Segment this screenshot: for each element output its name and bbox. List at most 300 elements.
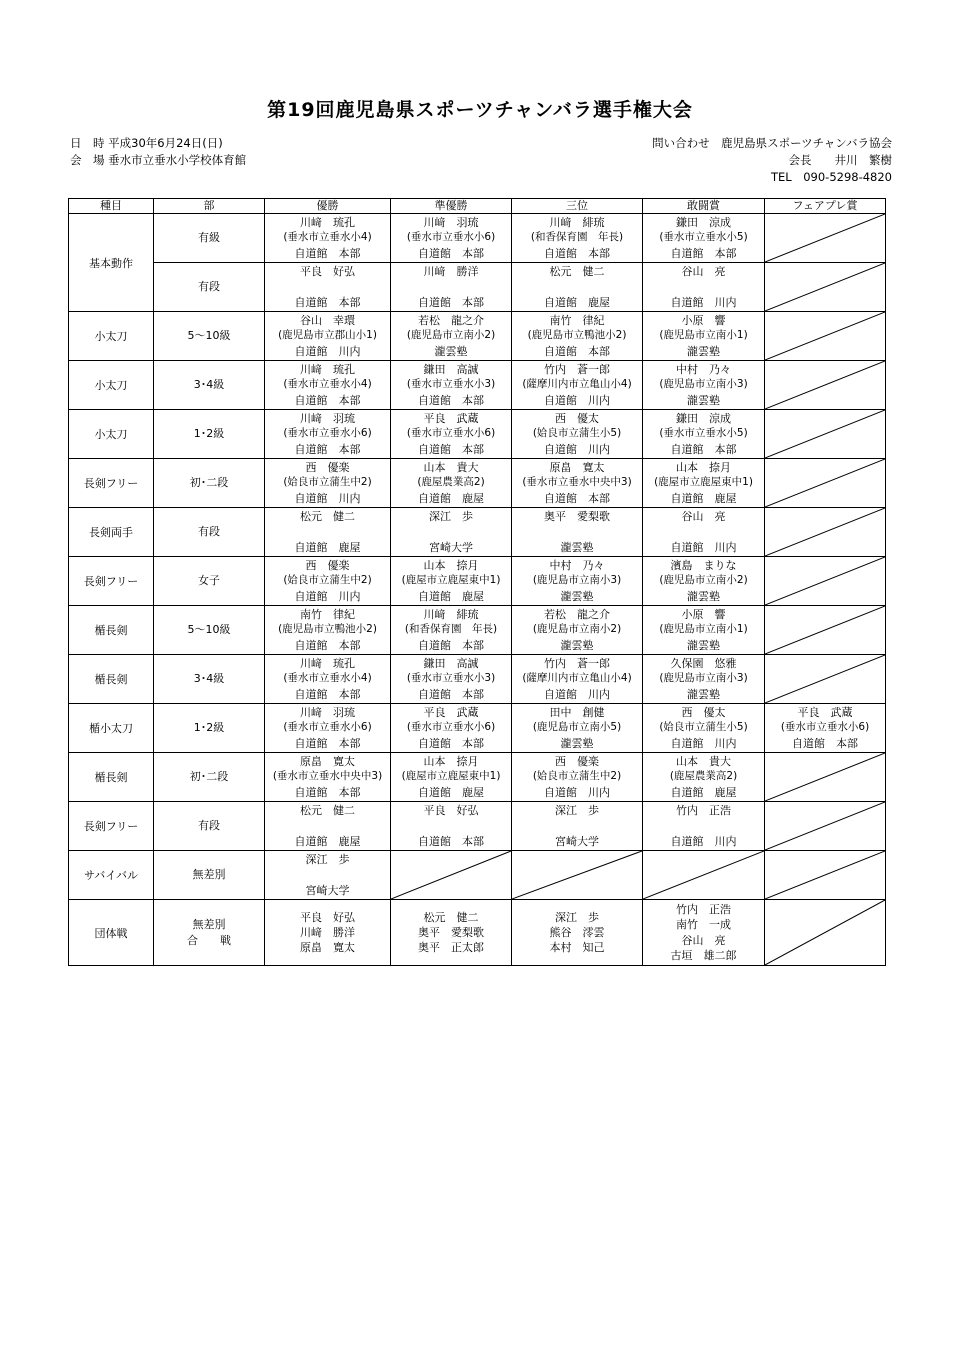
winner-affiliation: (鹿児島市立南小2) <box>659 574 748 587</box>
award-cell <box>512 263 643 312</box>
winner-name: 山本 貴大 <box>423 461 479 475</box>
winner-name: 川﨑 羽琉 <box>300 706 355 720</box>
winner-club: 瀧雲塾 <box>687 687 720 701</box>
award-cell <box>391 900 512 966</box>
winner-affiliation: (和香保育園 年長) <box>404 623 498 636</box>
event-cell: 楯長剣 <box>69 655 154 704</box>
table-row <box>69 263 886 312</box>
award-cell <box>643 900 765 966</box>
winner-name: 山本 捺月 <box>676 461 731 475</box>
winner-name: 平良 好弘 <box>300 910 355 924</box>
winner-name: 西 優楽 <box>305 461 350 475</box>
winner-name: 山本 捺月 <box>423 559 479 573</box>
event-cell: サバイバル <box>69 851 154 900</box>
award-cell <box>643 704 765 753</box>
winner-club: 瀧雲塾 <box>687 589 720 603</box>
winner-name: 平良 武蔵 <box>797 706 853 720</box>
table-row <box>69 900 886 966</box>
contact-president: 会長 井川 繁樹 <box>788 153 892 167</box>
empty-award-cell <box>765 557 886 606</box>
winner-name: 竹内 蒼一郎 <box>544 657 610 671</box>
winner-name: 西 優楽 <box>305 559 350 573</box>
winner-affiliation: (鹿児島市立鴨池小2) <box>527 329 627 342</box>
award-cell <box>391 753 512 802</box>
award-cell <box>765 704 886 753</box>
winner-club <box>643 524 764 539</box>
winner-affiliation: (鹿屋市立鹿屋東中1) <box>654 476 753 489</box>
diagonal-line <box>765 263 885 311</box>
winner-affiliation: (姶良市立蒲生中2) <box>283 476 372 489</box>
diagonal-line <box>765 508 885 556</box>
award-cell <box>265 263 391 312</box>
award-cell <box>265 704 391 753</box>
diagonal-line <box>643 851 764 899</box>
winner-club: 谷山 亮 <box>681 933 726 947</box>
winner-club <box>391 524 511 539</box>
winner-club: 自道館 本部 <box>670 442 737 456</box>
division-cell <box>154 606 265 655</box>
empty-award-cell <box>643 851 765 900</box>
division-cell <box>154 900 265 966</box>
winner-affiliation: (鹿児島市立南小3) <box>659 378 748 391</box>
winner-club: 自道館 川内 <box>544 785 610 799</box>
award-cell <box>391 704 512 753</box>
winner-affiliation: (垂水市立垂水小4) <box>283 231 372 244</box>
winner-affiliation: (鹿児島市立南小2) <box>532 623 622 636</box>
winner-affiliation: (垂水市立垂水小4) <box>283 378 372 391</box>
winner-club: 自道館 本部 <box>418 295 484 309</box>
award-cell <box>512 557 643 606</box>
winner-club: 古垣 雄二郎 <box>670 948 737 962</box>
winner-name: 谷山 幸環 <box>300 314 355 328</box>
award-cell <box>265 410 391 459</box>
winner-affiliation: (鹿屋市立鹿屋東中1) <box>401 770 501 783</box>
winner-club <box>391 279 511 294</box>
winner-club: 自道館 鹿屋 <box>670 785 737 799</box>
event-cell: 団体戦 <box>69 900 154 966</box>
diagonal-line <box>512 851 642 899</box>
winner-club: 自道館 本部 <box>294 785 361 799</box>
winner-club <box>512 818 642 833</box>
diagonal-line <box>765 557 885 605</box>
award-cell <box>643 655 765 704</box>
winner-name: 平良 武蔵 <box>423 706 479 720</box>
winner-club <box>265 279 390 294</box>
winner-affiliation: (鹿児島市立南小1) <box>659 329 748 342</box>
diagonal-line <box>765 802 885 850</box>
award-cell <box>265 655 391 704</box>
winner-name: 竹内 正浩 <box>676 804 731 818</box>
winner-affiliation: (鹿児島市立鴨池小2) <box>278 623 377 636</box>
winner-affiliation: (垂水市立垂水小3) <box>406 672 496 685</box>
winner-club: 自道館 本部 <box>418 393 484 407</box>
event-info <box>70 135 246 169</box>
division-cell <box>154 312 265 361</box>
winner-club: 自道館 鹿屋 <box>418 785 484 799</box>
award-cell <box>643 263 765 312</box>
diagonal-line <box>765 214 885 262</box>
award-cell <box>391 361 512 410</box>
award-cell <box>265 214 391 263</box>
award-cell <box>512 655 643 704</box>
winner-club: 自道館 川内 <box>670 834 737 848</box>
diagonal-line <box>765 655 885 703</box>
winner-club: 瀧雲塾 <box>560 638 594 652</box>
contact-info <box>652 135 892 186</box>
winner-name: 川﨑 琉孔 <box>300 216 355 230</box>
division-label: 合 戦 <box>187 933 231 947</box>
award-cell <box>391 214 512 263</box>
winner-club: 自道館 本部 <box>294 687 361 701</box>
winner-club: 宮崎大学 <box>555 834 599 848</box>
division-label: 有段 <box>198 525 220 539</box>
winner-name: 山本 捺月 <box>423 755 479 769</box>
winner-name: 鎌田 高誠 <box>423 657 479 671</box>
winner-name: 田中 創健 <box>549 706 605 720</box>
event-cell: 長剣フリー <box>69 459 154 508</box>
winner-club: 自道館 川内 <box>544 687 610 701</box>
division-cell <box>154 508 265 557</box>
event-cell: 基本動作 <box>69 214 154 312</box>
empty-award-cell <box>765 410 886 459</box>
winner-name: 南竹 律紀 <box>549 314 605 328</box>
winner-club <box>512 524 642 539</box>
award-cell <box>512 312 643 361</box>
column-header: 部 <box>154 199 265 214</box>
table-row <box>69 851 886 900</box>
column-header: 優勝 <box>265 199 391 214</box>
table-row <box>69 361 886 410</box>
winner-club: 自道館 川内 <box>544 442 610 456</box>
winner-name: 久保園 悠雅 <box>670 657 737 671</box>
event-cell: 小太刀 <box>69 312 154 361</box>
award-cell <box>512 900 643 966</box>
table-row <box>69 704 886 753</box>
empty-award-cell <box>765 312 886 361</box>
division-label: 無差別 <box>192 868 226 882</box>
event-cell: 小太刀 <box>69 410 154 459</box>
winner-name: 谷山 亮 <box>681 265 726 279</box>
empty-award-cell <box>765 802 886 851</box>
empty-award-cell <box>765 900 886 966</box>
diagonal-line <box>765 361 885 409</box>
results-body <box>69 214 886 966</box>
winner-affiliation: (姶良市立蒲生小5) <box>532 427 622 440</box>
winner-affiliation: (薩摩川内市立亀山小4) <box>522 378 632 391</box>
winner-affiliation: (垂水市立垂水小6) <box>406 721 496 734</box>
award-cell <box>512 802 643 851</box>
division-label: 初･二段 <box>189 770 229 784</box>
winner-name: 谷山 亮 <box>681 510 726 524</box>
diagonal-line <box>765 851 885 899</box>
table-row <box>69 508 886 557</box>
winner-affiliation: (姶良市立蒲生中2) <box>283 574 372 587</box>
event-cell: 小太刀 <box>69 361 154 410</box>
winner-club: 自道館 本部 <box>418 687 484 701</box>
winner-name: 小原 響 <box>681 608 726 622</box>
winner-name: 鎌田 高誠 <box>423 363 479 377</box>
winner-club <box>265 867 390 882</box>
winner-club: 自道館 鹿屋 <box>418 491 484 505</box>
division-cell <box>154 851 265 900</box>
winner-club: 自道館 川内 <box>544 393 610 407</box>
winner-club: 自道館 川内 <box>670 736 737 750</box>
award-cell <box>265 459 391 508</box>
event-cell: 長剣フリー <box>69 802 154 851</box>
award-cell <box>643 753 765 802</box>
header-row <box>69 199 886 214</box>
event-cell: 楯小太刀 <box>69 704 154 753</box>
division-label: 初･二段 <box>189 476 229 490</box>
winner-affiliation: (垂水市立垂水小6) <box>406 427 496 440</box>
winner-affiliation: (鹿児島市立郡山小1) <box>278 329 377 342</box>
winner-club: 自道館 川内 <box>670 540 737 554</box>
winner-name: 川﨑 羽琉 <box>300 412 355 426</box>
award-cell <box>391 655 512 704</box>
winner-club: 本村 知己 <box>549 941 605 955</box>
winner-affiliation: (垂水市立垂水小4) <box>283 672 372 685</box>
winner-name: 松元 健二 <box>423 910 479 924</box>
winner-club: 奥平 愛梨歌 <box>418 925 484 939</box>
winner-name: 若松 龍之介 <box>544 608 610 622</box>
winner-name: 川﨑 羽琉 <box>423 216 479 230</box>
winner-club: 瀧雲塾 <box>560 736 594 750</box>
empty-award-cell <box>765 508 886 557</box>
winner-club: 自道館 鹿屋 <box>294 834 361 848</box>
winner-club <box>391 818 511 833</box>
column-header: フェアプレ賞 <box>765 199 886 214</box>
award-cell <box>512 508 643 557</box>
winner-club: 自道館 本部 <box>418 736 484 750</box>
award-cell <box>391 606 512 655</box>
table-row <box>69 655 886 704</box>
winner-name: 松元 健二 <box>300 804 355 818</box>
award-cell <box>512 361 643 410</box>
winner-club: 自道館 本部 <box>544 344 610 358</box>
winner-name: 深江 歩 <box>555 804 599 818</box>
division-label: 3･4級 <box>193 672 225 686</box>
winner-club: 原畠 寛太 <box>300 941 355 955</box>
table-row <box>69 802 886 851</box>
winner-club: 瀧雲塾 <box>687 344 720 358</box>
winner-club: 自道館 川内 <box>294 589 361 603</box>
division-label: 女子 <box>198 574 220 588</box>
winner-name: 山本 貴大 <box>676 755 731 769</box>
division-cell <box>154 263 265 312</box>
empty-award-cell <box>765 655 886 704</box>
column-header: 準優勝 <box>391 199 512 214</box>
award-cell <box>512 704 643 753</box>
winner-affiliation: (垂水市立垂水小6) <box>406 231 496 244</box>
diagonal-line <box>765 312 885 360</box>
winner-club: 南竹 一成 <box>676 918 731 932</box>
event-cell: 長剣両手 <box>69 508 154 557</box>
winner-affiliation: (垂水市立垂水小6) <box>283 721 372 734</box>
award-cell <box>391 508 512 557</box>
winner-club: 自道館 本部 <box>544 491 610 505</box>
winner-name: 深江 歩 <box>429 510 473 524</box>
winner-affiliation: (垂水市立垂水中央中3) <box>522 476 632 489</box>
award-cell <box>643 557 765 606</box>
winner-name: 中村 乃々 <box>549 559 605 573</box>
winner-name: 原畠 寛太 <box>549 461 605 475</box>
award-cell <box>512 214 643 263</box>
winner-club: 瀧雲塾 <box>560 589 594 603</box>
award-cell <box>265 851 391 900</box>
winner-club: 自道館 本部 <box>544 246 610 260</box>
winner-club: 自道館 本部 <box>294 295 361 309</box>
empty-award-cell <box>391 851 512 900</box>
division-label: 有級 <box>198 231 220 245</box>
winner-name: 中村 乃々 <box>676 363 731 377</box>
event-date: 日 時 平成30年6月24日(日) <box>70 136 223 150</box>
award-cell <box>265 753 391 802</box>
table-row <box>69 459 886 508</box>
winner-affiliation: (鹿児島市立南小5) <box>532 721 622 734</box>
winner-affiliation: (鹿屋市立鹿屋東中1) <box>401 574 501 587</box>
winner-club <box>643 279 764 294</box>
winner-name: 南竹 律紀 <box>300 608 355 622</box>
award-cell <box>643 214 765 263</box>
winner-name: 川﨑 緋琉 <box>549 216 605 230</box>
division-label: 5～10級 <box>187 329 231 343</box>
results-table <box>68 198 886 966</box>
award-cell <box>391 459 512 508</box>
division-cell <box>154 704 265 753</box>
winner-club: 瀧雲塾 <box>434 344 468 358</box>
winner-name: 鎌田 涼成 <box>676 216 731 230</box>
award-cell <box>643 508 765 557</box>
division-cell <box>154 655 265 704</box>
empty-award-cell <box>765 753 886 802</box>
winner-club <box>643 818 764 833</box>
winner-affiliation: (垂水市立垂水小5) <box>659 427 748 440</box>
winner-name: 平良 好弘 <box>423 804 479 818</box>
event-cell: 楯長剣 <box>69 753 154 802</box>
winner-name: 川﨑 緋琉 <box>423 608 479 622</box>
winner-name: 深江 歩 <box>555 910 599 924</box>
winner-club: 自道館 川内 <box>294 344 361 358</box>
event-cell: 長剣フリー <box>69 557 154 606</box>
winner-club: 宮崎大学 <box>305 883 350 897</box>
winner-club: 瀧雲塾 <box>687 393 720 407</box>
winner-club: 奥平 正太郎 <box>418 941 484 955</box>
winner-name: 竹内 蒼一郎 <box>544 363 610 377</box>
empty-award-cell <box>765 851 886 900</box>
winner-affiliation: (垂水市立垂水小6) <box>283 427 372 440</box>
table-row <box>69 312 886 361</box>
winner-club: 瀧雲塾 <box>687 638 720 652</box>
winner-affiliation: (鹿児島市立南小3) <box>659 672 748 685</box>
winner-name: 竹内 正浩 <box>676 902 731 916</box>
winner-club: 自道館 川内 <box>670 295 737 309</box>
table-row <box>69 606 886 655</box>
empty-award-cell <box>765 459 886 508</box>
winner-name: 平良 武蔵 <box>423 412 479 426</box>
award-cell <box>643 410 765 459</box>
winner-club: 自道館 本部 <box>294 638 361 652</box>
winner-name: 若松 龍之介 <box>418 314 484 328</box>
diagonal-line <box>765 459 885 507</box>
division-cell <box>154 557 265 606</box>
winner-name: 西 優楽 <box>555 755 599 769</box>
division-cell <box>154 410 265 459</box>
division-cell <box>154 459 265 508</box>
winner-affiliation: (鹿児島市立南小3) <box>532 574 622 587</box>
winner-name: 川﨑 琉孔 <box>300 363 355 377</box>
winner-club: 自道館 本部 <box>670 246 737 260</box>
winner-name: 西 優太 <box>555 412 599 426</box>
award-cell <box>512 606 643 655</box>
winner-affiliation: (姶良市立蒲生中2) <box>532 770 622 783</box>
award-cell <box>391 410 512 459</box>
winner-name: 鎌田 涼成 <box>676 412 731 426</box>
column-header: 三位 <box>512 199 643 214</box>
winner-club: 自道館 本部 <box>418 442 484 456</box>
award-cell <box>265 508 391 557</box>
award-cell <box>643 459 765 508</box>
winner-affiliation: (垂水市立垂水小3) <box>406 378 496 391</box>
division-cell <box>154 802 265 851</box>
award-cell <box>265 900 391 966</box>
winner-club: 川﨑 勝洋 <box>300 925 355 939</box>
winner-club: 熊谷 澪雲 <box>549 925 605 939</box>
award-cell <box>643 312 765 361</box>
winner-affiliation: (和香保育園 年長) <box>530 231 624 244</box>
division-label: 有段 <box>198 280 220 294</box>
winner-name: 西 優太 <box>681 706 726 720</box>
division-label: 有段 <box>198 819 220 833</box>
event-venue: 会 場 垂水市立垂水小学校体育館 <box>70 153 247 167</box>
winner-affiliation: (薩摩川内市立亀山小4) <box>522 672 632 685</box>
award-cell <box>512 410 643 459</box>
winner-club: 自道館 鹿屋 <box>294 540 361 554</box>
table-row <box>69 557 886 606</box>
winner-club: 自道館 本部 <box>792 736 858 750</box>
winner-affiliation: (垂水市立垂水小6) <box>780 721 870 734</box>
winner-affiliation: (鹿児島市立南小2) <box>406 329 496 342</box>
division-cell <box>154 214 265 263</box>
division-label: 5～10級 <box>187 623 231 637</box>
table-row <box>69 753 886 802</box>
winner-name: 原畠 寛太 <box>300 755 355 769</box>
award-cell <box>265 312 391 361</box>
winner-club: 自道館 本部 <box>418 246 484 260</box>
diagonal-line <box>765 900 885 965</box>
winner-club <box>265 818 390 833</box>
winner-affiliation: (姶良市立蒲生小5) <box>659 721 748 734</box>
award-cell <box>391 802 512 851</box>
award-cell <box>512 753 643 802</box>
winner-name: 奥平 愛梨歌 <box>544 510 610 524</box>
winner-affiliation: (垂水市立垂水小5) <box>659 231 748 244</box>
winner-club: 自道館 本部 <box>294 246 361 260</box>
award-cell <box>265 557 391 606</box>
contact-tel: TEL 090-5298-4820 <box>771 170 892 184</box>
table-row <box>69 214 886 263</box>
winner-affiliation: (垂水市立垂水中央中3) <box>272 770 383 783</box>
award-cell <box>265 802 391 851</box>
award-cell <box>643 361 765 410</box>
empty-award-cell <box>765 606 886 655</box>
page-title: 第19回鹿児島県スポーツチャンバラ選手権大会 <box>267 99 693 121</box>
award-cell <box>391 263 512 312</box>
winner-club: 自道館 本部 <box>294 393 361 407</box>
winner-club: 自道館 鹿屋 <box>418 589 484 603</box>
event-cell: 楯長剣 <box>69 606 154 655</box>
winner-name: 平良 好弘 <box>300 265 355 279</box>
winner-club: 瀧雲塾 <box>560 540 594 554</box>
